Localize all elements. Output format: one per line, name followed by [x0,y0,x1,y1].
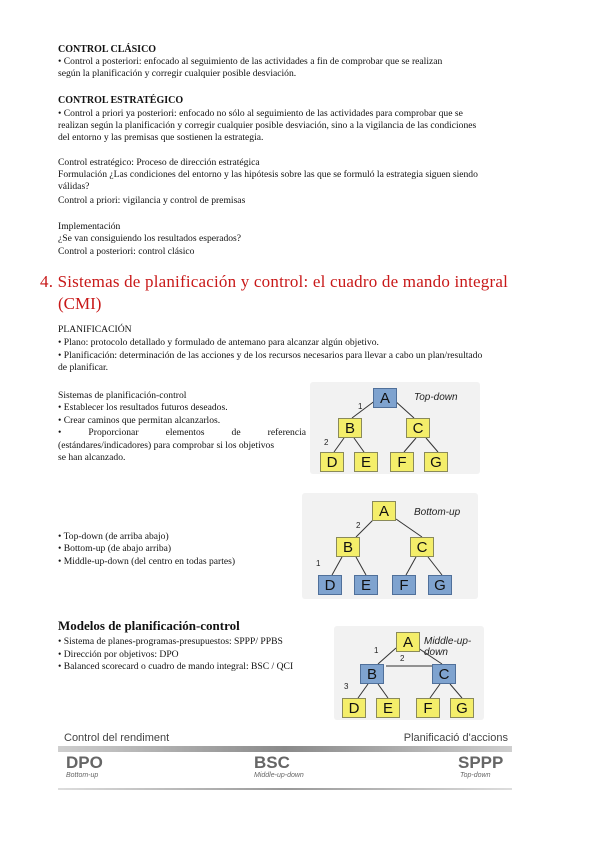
step-number: 2 [324,438,329,447]
scale-mid-sub: Middle-up-down [254,772,304,779]
text-line: Formulación ¿Las condiciones del entorno y las hipótesis sobre las que se formuló la estrategia siguen siendo [58,169,478,180]
text-line: • Proporcionar elementos de referencia [58,427,306,438]
step-number: 3 [344,682,349,691]
text-line: Control a priori: vigilancia y control de premisas [58,195,246,206]
step-number: 1 [358,402,363,411]
scale-underline [58,788,512,790]
text-line: ¿Se van consiguiendo los resultados esperados? [58,233,242,244]
text-line: de planificar. [58,362,109,373]
text-line: • Planificación: determinación de las acciones y de los recursos necesarios para llevar a cabo un plan/resultado [58,350,483,361]
middle-up-down-diagram [334,626,484,720]
scale-left-code: DPO [66,753,103,772]
modelos-title: Modelos de planificación-control [58,618,240,633]
step-number: 2 [400,654,405,663]
diagram-label: Bottom-up [414,507,461,518]
node-c: C [432,664,456,684]
text-line: Implementación [58,221,121,232]
diagram-label: Top-down [414,392,458,403]
node-b: B [336,537,360,557]
node-a: A [373,388,397,408]
node-a: A [372,501,396,521]
text-line: • Bottom-up (de abajo arriba) [58,543,172,554]
node-e: E [354,452,378,472]
text-line: del entorno y las premisas que sostienen la estrategia. [58,132,264,143]
control-clasico-title: CONTROL CLÁSICO [58,44,157,55]
scale-right-label: Planificació d'accions [403,732,508,744]
text-line: • Plano: protocolo detallado y formulado de antemano para alcanzar algún objetivo. [58,337,379,348]
step-number: 1 [316,559,321,568]
text-line: según la planificación y corregir cualquier posible desviación. [58,68,297,79]
text-line: • Balanced scorecard o cuadro de mando integral: BSC / QCI [58,661,294,672]
node-f: F [392,575,416,595]
node-b: B [360,664,384,684]
node-d: D [318,575,342,595]
node-g: G [424,452,448,472]
sistemas-title: Sistemas de planificación-control [58,390,187,401]
text-line: Control a posteriori: control clásico [58,246,195,257]
node-d: D [320,452,344,472]
bottom-up-diagram [302,493,478,599]
node-e: E [354,575,378,595]
section-heading: 4. Sistemas de planificación y control: el cuadro de mando integral [40,272,509,291]
scale-left-label: Control del rendiment [64,732,170,744]
text-line: válidas? [58,181,90,192]
node-e: E [376,698,400,718]
diagram-label: Middle-up-down [424,636,472,658]
text-line: realizan según la planificación y corregir cualquier posible desviación, sino a la vigilancia de las condiciones [58,120,477,131]
text-line: • Top-down (de arriba abajo) [58,531,169,542]
text-line: • Middle-up-down (del centro en todas partes) [58,556,236,567]
section-heading-cont: (CMI) [58,294,102,313]
node-f: F [416,698,440,718]
node-b: B [338,418,362,438]
node-g: G [428,575,452,595]
scale-mid-code: BSC [254,753,290,772]
node-c: C [410,537,434,557]
text-line: • Control a priori ya posteriori: enfocado no sólo al seguimiento de las actividades para comprobar que se [58,108,463,119]
node-g: G [450,698,474,718]
step-number: 1 [374,646,379,655]
text-line: • Establecer los resultados futuros deseados. [58,402,228,413]
text-line: (estándares/indicadores) para comprobar si los objetivos [58,440,275,451]
scale-left-sub: Bottom-up [66,772,99,779]
node-a: A [396,632,420,652]
node-d: D [342,698,366,718]
planning-control-scale [58,728,512,794]
text-line: Control estratégico: Proceso de dirección estratégica [58,157,260,168]
text-line: • Crear caminos que permitan alcanzarlos. [58,415,221,426]
top-down-diagram [310,382,480,474]
text-line: • Dirección por objetivos: DPO [58,649,179,660]
step-number: 2 [356,521,361,530]
node-f: F [390,452,414,472]
scale-bar [58,746,512,752]
scale-right-sub: Top-down [460,772,491,779]
node-c: C [406,418,430,438]
text-line: se han alcanzado. [58,452,126,463]
control-estrategico-title: CONTROL ESTRATÉGICO [58,95,184,106]
scale-right-code: SPPP [458,753,504,772]
text-line: • Control a posteriori: enfocado al seguimiento de las actividades a fin de comprobar que se realizan [58,56,443,67]
text-line: • Sistema de planes-programas-presupuestos: SPPP/ PPBS [58,636,283,647]
planificacion-title: PLANIFICACIÓN [58,324,132,335]
